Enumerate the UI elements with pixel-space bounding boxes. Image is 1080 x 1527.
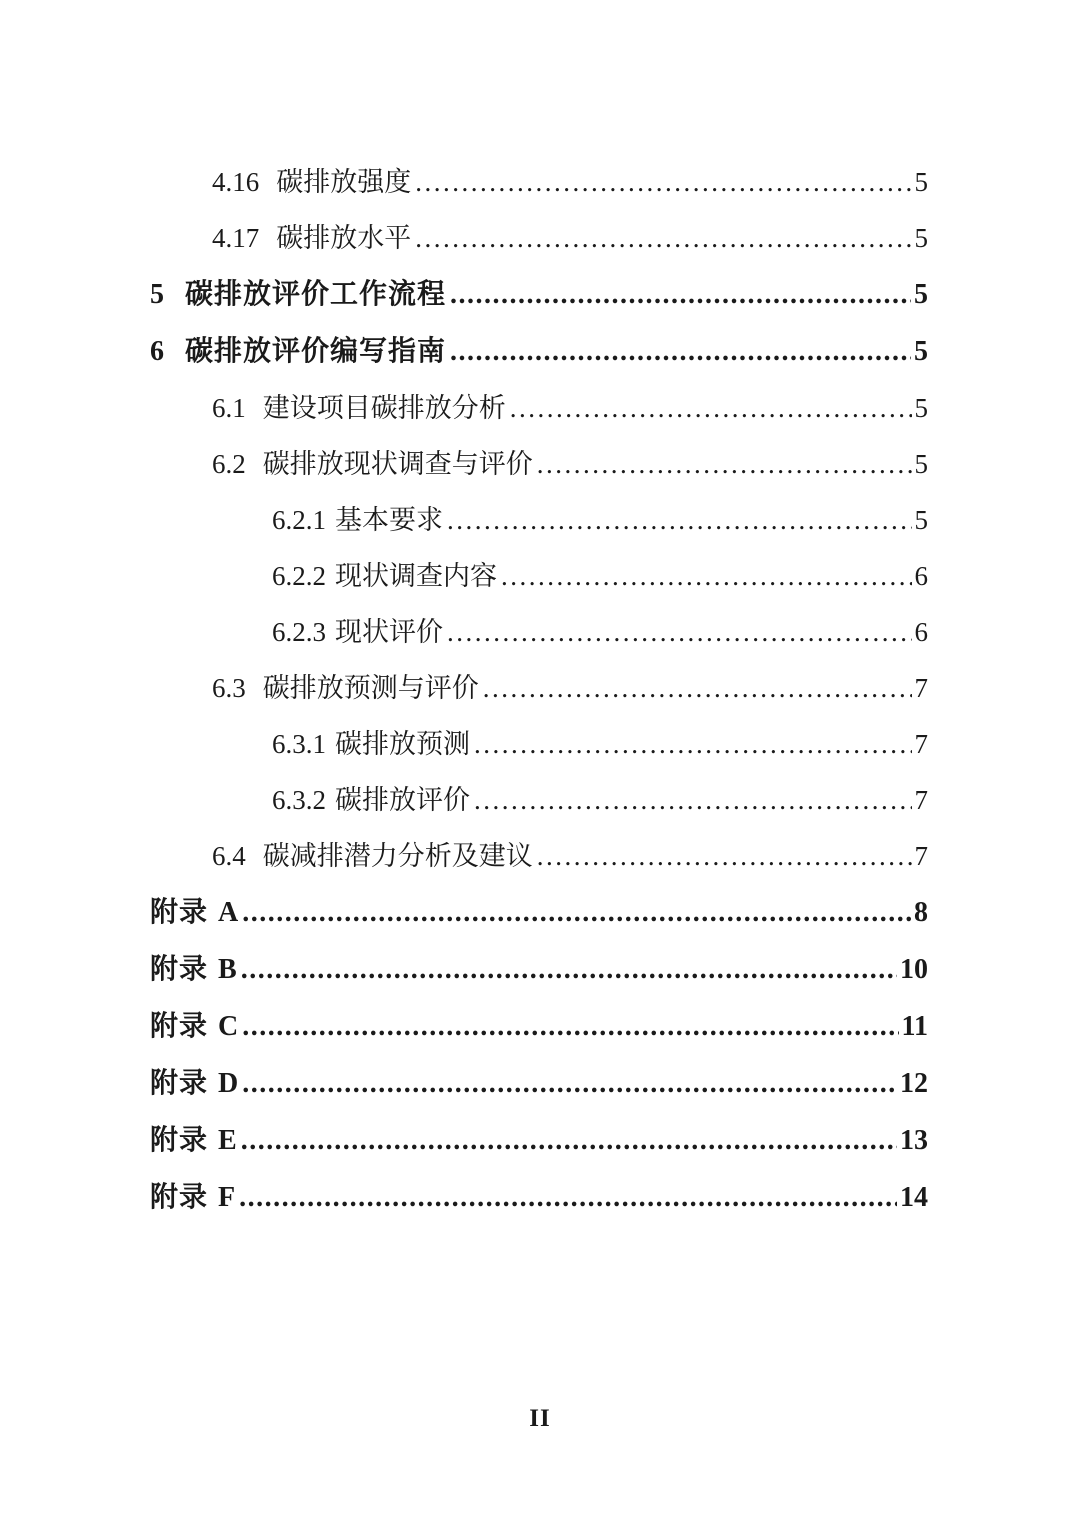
toc-entry-title: A	[218, 897, 239, 928]
toc-entry-number: 4.16	[212, 167, 260, 197]
dot-leader	[447, 615, 912, 649]
toc-entry	[150, 559, 928, 593]
dot-leader	[241, 1124, 897, 1158]
toc-entry	[150, 391, 928, 425]
toc-entry-number: 附录	[150, 953, 209, 984]
dot-leader	[537, 839, 912, 873]
table-of-contents	[150, 165, 928, 1237]
toc-entry-page: 13	[900, 1125, 928, 1156]
toc-entry-title: 现状调查内容	[335, 561, 497, 591]
toc-entry-title: 碳排放评价工作流程	[185, 278, 447, 309]
toc-entry-page: 8	[914, 897, 928, 928]
toc-entry-title: 基本要求	[335, 505, 443, 535]
toc-entry-title: 现状评价	[335, 617, 443, 647]
toc-entry-page: 5	[914, 505, 928, 535]
toc-entry-title: 碳排放水平	[276, 223, 412, 253]
toc-entry	[150, 1180, 928, 1215]
dot-leader	[450, 278, 911, 312]
dot-leader	[537, 447, 912, 481]
toc-entry-title: 碳排放现状调查与评价	[262, 449, 533, 479]
toc-entry	[150, 895, 928, 930]
toc-entry	[150, 277, 928, 312]
dot-leader	[415, 221, 911, 255]
dot-leader	[242, 896, 911, 930]
toc-entry-page: 5	[914, 336, 928, 367]
toc-entry-title: 碳排放强度	[276, 167, 412, 197]
toc-entry-page: 12	[900, 1068, 928, 1099]
toc-entry-number: 附录	[150, 1181, 209, 1212]
dot-leader	[450, 335, 911, 369]
dot-leader	[501, 559, 912, 593]
toc-entry-title: 碳排放预测与评价	[262, 673, 479, 703]
toc-entry-number: 6.3.2	[272, 785, 326, 815]
toc-entry	[150, 334, 928, 369]
toc-entry-number: 6.1	[212, 393, 246, 423]
toc-entry-number: 6.2.2	[272, 561, 326, 591]
toc-entry-number: 6.3.1	[272, 729, 326, 759]
toc-entry-page: 6	[914, 617, 928, 647]
toc-entry-number: 6	[150, 336, 164, 367]
toc-entry-page: 5	[914, 279, 928, 310]
toc-entry-number: 4.17	[212, 223, 260, 253]
dot-leader	[483, 671, 912, 705]
dot-leader	[474, 783, 912, 817]
page-footer-number: II	[529, 1405, 551, 1432]
toc-entry	[150, 615, 928, 649]
toc-entry	[150, 727, 928, 761]
toc-entry-page: 11	[901, 1011, 928, 1042]
toc-entry-title: 建设项目碳排放分析	[262, 393, 506, 423]
toc-entry	[150, 221, 928, 255]
toc-entry	[150, 1123, 928, 1158]
toc-entry-page: 14	[900, 1182, 928, 1213]
toc-entry-title: F	[218, 1182, 236, 1213]
dot-leader	[242, 1067, 897, 1101]
toc-entry-title: D	[218, 1068, 239, 1099]
toc-entry	[150, 671, 928, 705]
toc-entry-page: 10	[900, 954, 928, 985]
toc-entry-number: 附录	[150, 1010, 209, 1041]
toc-entry-title: B	[218, 954, 237, 985]
toc-entry-title: 碳减排潜力分析及建议	[262, 841, 533, 871]
dot-leader	[241, 953, 897, 987]
toc-entry-title: 碳排放评价	[335, 785, 470, 815]
toc-entry	[150, 1066, 928, 1101]
dot-leader	[510, 391, 912, 425]
toc-entry-page: 5	[914, 223, 928, 253]
toc-entry-page: 7	[914, 729, 928, 759]
toc-entry	[150, 839, 928, 873]
toc-entry-number: 附录	[150, 1067, 209, 1098]
toc-entry-number: 附录	[150, 1124, 209, 1155]
toc-entry-title: 碳排放评价编写指南	[185, 335, 447, 366]
toc-entry-page: 5	[914, 167, 928, 197]
toc-entry-number: 5	[150, 279, 164, 310]
dot-leader	[474, 727, 912, 761]
toc-entry	[150, 783, 928, 817]
toc-entry	[150, 503, 928, 537]
toc-entry-number: 6.2.1	[272, 505, 326, 535]
toc-entry-number: 6.4	[212, 841, 246, 871]
toc-entry-number: 6.2.3	[272, 617, 326, 647]
toc-entry-page: 7	[914, 673, 928, 703]
toc-entry-page: 7	[914, 785, 928, 815]
dot-leader	[447, 503, 912, 537]
dot-leader	[242, 1010, 898, 1044]
toc-entry-title: E	[218, 1125, 237, 1156]
toc-entry-number: 6.3	[212, 673, 246, 703]
toc-entry-page: 7	[914, 841, 928, 871]
toc-entry-page: 5	[914, 449, 928, 479]
toc-entry-title: C	[218, 1011, 239, 1042]
toc-entry-number: 6.2	[212, 449, 246, 479]
toc-entry-number: 附录	[150, 896, 209, 927]
toc-entry	[150, 1009, 928, 1044]
dot-leader	[415, 165, 911, 199]
toc-entry-title: 碳排放预测	[335, 729, 470, 759]
toc-entry	[150, 952, 928, 987]
toc-entry	[150, 447, 928, 481]
dot-leader	[239, 1181, 897, 1215]
toc-entry	[150, 165, 928, 199]
toc-entry-page: 5	[914, 393, 928, 423]
toc-entry-page: 6	[914, 561, 928, 591]
